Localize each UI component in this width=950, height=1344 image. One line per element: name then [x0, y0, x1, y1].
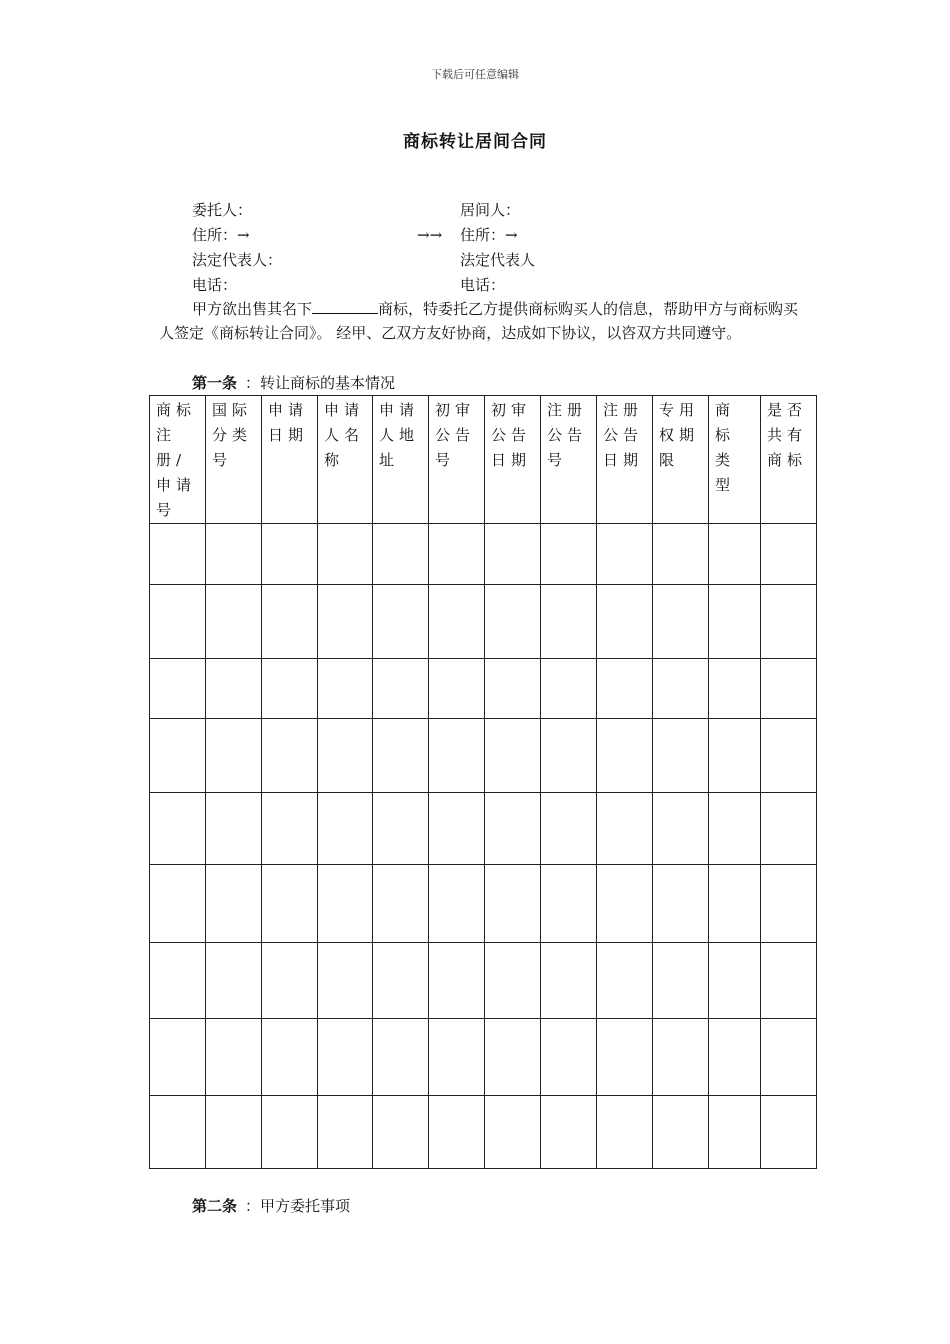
table-cell [262, 585, 318, 659]
table-cell [429, 719, 485, 793]
col-header: 初审公告号 [429, 396, 485, 524]
table-cell [206, 585, 262, 659]
table-cell [485, 585, 541, 659]
intro-paragraph [159, 297, 809, 345]
intermediary-address-label: 住所：→ [460, 226, 518, 244]
table-cell [485, 943, 541, 1019]
table-cell [373, 943, 429, 1019]
table-cell [318, 1096, 373, 1169]
table-cell [709, 943, 761, 1019]
table-cell [597, 659, 653, 719]
table-cell [373, 719, 429, 793]
table-cell [318, 719, 373, 793]
table-row [150, 524, 817, 585]
table-row [150, 943, 817, 1019]
table-cell [206, 943, 262, 1019]
article-1-label: 第一条 [192, 374, 238, 392]
table-cell [761, 1019, 817, 1096]
table-cell [597, 719, 653, 793]
document-title: 商标转让居间合同 [403, 132, 547, 152]
table-cell [150, 719, 206, 793]
table-cell [761, 1096, 817, 1169]
table-cell [262, 943, 318, 1019]
table-cell [761, 585, 817, 659]
table-cell [653, 524, 709, 585]
col-header: 是否共有商标 [761, 396, 817, 524]
client-legal-rep-label: 法定代表人： [192, 251, 283, 269]
col-header: 申请人地址 [373, 396, 429, 524]
intermediary-label: 居间人： [460, 201, 521, 219]
table-cell [761, 943, 817, 1019]
table-cell [206, 719, 262, 793]
article-1-text: ：转让商标的基本情况 [245, 374, 396, 392]
table-cell [709, 524, 761, 585]
table-cell [373, 659, 429, 719]
table-cell [206, 1019, 262, 1096]
table-header-row [150, 396, 817, 524]
table-cell [318, 585, 373, 659]
table-row [150, 659, 817, 719]
table-cell [653, 865, 709, 943]
trademark-blank-line [312, 298, 378, 314]
table-cell [429, 1019, 485, 1096]
table-cell [709, 865, 761, 943]
table-cell [597, 1096, 653, 1169]
table-cell [541, 1019, 597, 1096]
table-row [150, 719, 817, 793]
col-header: 申请日期 [262, 396, 318, 524]
table-cell [150, 585, 206, 659]
table-cell [653, 585, 709, 659]
table-cell [318, 659, 373, 719]
table-cell [373, 1096, 429, 1169]
col-header: 国际分类号 [206, 396, 262, 524]
table-cell [150, 865, 206, 943]
col-header: 商标类型 [709, 396, 761, 524]
article-2-label: 第二条 [192, 1197, 238, 1215]
table-cell [709, 793, 761, 865]
table-cell [318, 524, 373, 585]
article-2-text: ：甲方委托事项 [245, 1197, 351, 1215]
col-header: 申请人名称 [318, 396, 373, 524]
table-cell [373, 1019, 429, 1096]
intro-part1: 甲方欲出售其名下 [192, 300, 313, 318]
client-phone-label: 电话： [192, 276, 238, 294]
table-cell [541, 524, 597, 585]
table-cell [150, 524, 206, 585]
table-cell [429, 585, 485, 659]
table-cell [485, 793, 541, 865]
table-cell [709, 719, 761, 793]
table-cell [653, 1096, 709, 1169]
intro-part2: 商标，特委托乙方提供商标购买人的信息，帮助甲方与商标购买人签定《商标转让合同》。 经甲、乙双方友好协商，达成如下协议，以咨双方共同遵守。 [159, 300, 799, 342]
table-cell [150, 1019, 206, 1096]
intermediary-phone-label: 电话： [460, 276, 506, 294]
table-cell [597, 524, 653, 585]
table-cell [262, 1019, 318, 1096]
table-cell [761, 865, 817, 943]
table-cell [262, 793, 318, 865]
table-cell [541, 865, 597, 943]
table-cell [206, 793, 262, 865]
table-cell [597, 865, 653, 943]
table-cell [541, 719, 597, 793]
table-row [150, 865, 817, 943]
table-cell [373, 793, 429, 865]
col-header: 商标注册/申请号 [150, 396, 206, 524]
table-cell [653, 793, 709, 865]
table-row [150, 585, 817, 659]
table-cell [653, 659, 709, 719]
tab-arrows: →→ [417, 226, 443, 244]
table-row [150, 1019, 817, 1096]
client-address-label: 住所：→ [192, 226, 250, 244]
table-cell [262, 719, 318, 793]
table-cell [653, 1019, 709, 1096]
table-cell [653, 943, 709, 1019]
col-header: 注册公告日期 [597, 396, 653, 524]
table-cell [485, 659, 541, 719]
table-cell [262, 524, 318, 585]
table-cell [262, 1096, 318, 1169]
table-cell [150, 793, 206, 865]
table-cell [429, 865, 485, 943]
table-cell [373, 585, 429, 659]
table-cell [318, 865, 373, 943]
table-row [150, 1096, 817, 1169]
table-cell [150, 1096, 206, 1169]
table-cell [429, 524, 485, 585]
table-cell [206, 1096, 262, 1169]
table-cell [429, 659, 485, 719]
table-cell [709, 1019, 761, 1096]
table-row [150, 793, 817, 865]
table-cell [485, 1019, 541, 1096]
table-cell [541, 659, 597, 719]
table-cell [485, 524, 541, 585]
table-cell [709, 659, 761, 719]
table-cell [597, 793, 653, 865]
table-cell [597, 1019, 653, 1096]
table-cell [597, 943, 653, 1019]
table-cell [206, 865, 262, 943]
col-header: 注册公告号 [541, 396, 597, 524]
col-header: 专用权期限 [653, 396, 709, 524]
table-cell [541, 1096, 597, 1169]
table-cell [485, 865, 541, 943]
table-cell [761, 793, 817, 865]
table-cell [318, 1019, 373, 1096]
table-cell [150, 659, 206, 719]
col-header: 初审公告日期 [485, 396, 541, 524]
table-cell [541, 943, 597, 1019]
table-cell [429, 1096, 485, 1169]
trademark-info-table [149, 395, 817, 1169]
table-cell [373, 524, 429, 585]
table-cell [541, 585, 597, 659]
client-label: 委托人： [192, 201, 253, 219]
table-cell [485, 1096, 541, 1169]
table-cell [429, 793, 485, 865]
table-cell [761, 719, 817, 793]
table-cell [262, 865, 318, 943]
table-cell [150, 943, 206, 1019]
table-cell [318, 943, 373, 1019]
table-cell [262, 659, 318, 719]
table-cell [485, 719, 541, 793]
table-cell [373, 865, 429, 943]
table-cell [709, 1096, 761, 1169]
article-1 [192, 372, 395, 393]
table-cell [541, 793, 597, 865]
table-cell [206, 659, 262, 719]
table-cell [761, 524, 817, 585]
table-cell [653, 719, 709, 793]
article-2 [192, 1195, 350, 1216]
header-note: 下载后可任意编辑 [431, 68, 519, 81]
table-cell [429, 943, 485, 1019]
table-cell [206, 524, 262, 585]
table-cell [318, 793, 373, 865]
table-cell [761, 659, 817, 719]
intermediary-legal-rep-label: 法定代表人 [460, 251, 536, 269]
table-cell [597, 585, 653, 659]
table-cell [709, 585, 761, 659]
